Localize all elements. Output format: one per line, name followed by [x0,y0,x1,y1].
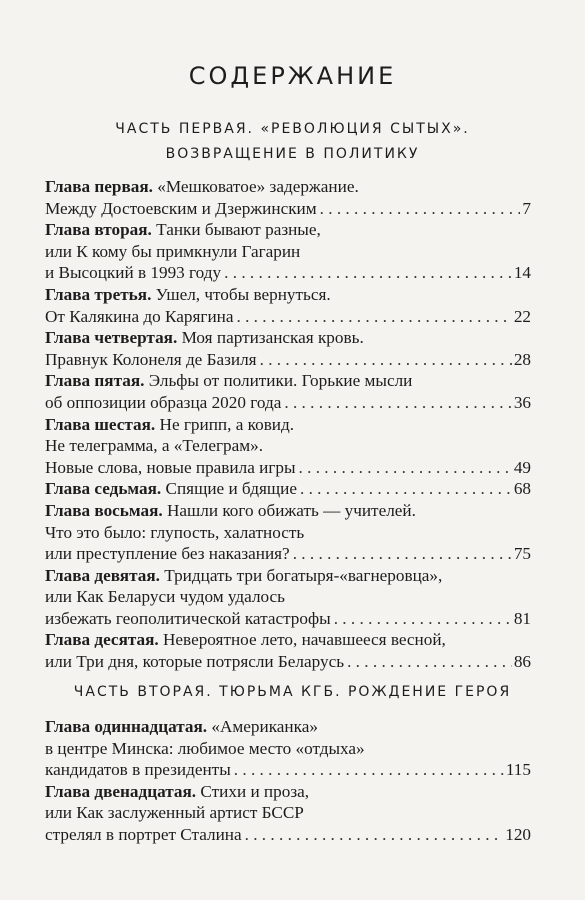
toc-line [45,759,531,781]
chapter-title-line: Моя партизанская кровь. [181,328,364,348]
toc-line-text [45,435,263,457]
chapter-title-line: или Три дня, которые потрясли Беларусь [45,652,345,672]
dot-leader [293,543,512,565]
toc-entry [45,176,531,219]
dot-leader [334,608,512,630]
dot-leader [299,457,512,479]
toc-line [45,586,531,608]
part-two-heading: ЧАСТЬ ВТОРАЯ. ТЮРЬМА КГБ. РОЖДЕНИЕ ГЕРОЯ [73,684,512,700]
chapter-title-line: избежать геополитической катастрофы [45,608,331,628]
chapter-title-line: или Как Беларуси чудом удалось [45,587,286,607]
toc-line-text [45,759,231,781]
dot-leader [245,824,504,846]
dot-leader [260,349,512,371]
page-number[interactable]: 14 [513,263,531,283]
chapter-label: Глава пятая. [45,371,145,391]
chapter-title-line: или Как заслуженный артист БССР [45,803,304,823]
toc-line-text [45,176,359,198]
toc-line-text [45,327,364,349]
chapter-title-line: «Мешковатое» задержание. [157,177,359,196]
page-number[interactable]: 75 [513,544,531,564]
chapter-label: Глава девятая. [45,565,160,585]
toc-line [45,522,531,544]
page-number[interactable]: 7 [522,198,531,218]
chapter-title-line: «Американка» [211,717,318,736]
page-number[interactable]: 49 [513,457,531,477]
toc-entry [45,716,531,781]
chapter-label: Глава четвертая. [45,328,178,348]
toc-line [45,370,531,392]
toc-line [45,457,531,479]
chapter-title-line: кандидатов в президенты [45,760,231,780]
dot-leader [320,198,521,220]
toc-line [45,327,531,349]
toc-line-text [45,457,296,479]
chapter-title-line: или преступление без наказания? [45,544,290,564]
chapter-title-line: Невероятное лето, начавшееся весной, [163,630,446,650]
toc-entry [45,565,531,630]
toc-part-two [45,716,531,846]
toc-line-text [45,392,281,414]
toc-line [45,349,531,371]
toc-entry [45,478,531,500]
page-number[interactable]: 120 [505,824,531,844]
chapter-title-line: или К кому бы примкнули Гагарин [45,241,301,261]
toc-line-text [45,802,304,824]
part-one-heading: ЧАСТЬ ПЕРВАЯ. «РЕВОЛЮЦИЯ СЫТЫХ». [115,121,470,137]
toc-line-text [45,284,331,306]
chapter-title-line: Эльфы от политики. Горькие мысли [148,371,413,391]
dot-leader [234,759,504,781]
chapter-title-line: Стихи и проза, [200,781,310,801]
toc-line-text [45,781,309,803]
toc-line-text [45,565,442,587]
toc-line [45,543,531,565]
toc-entry [45,370,531,413]
toc-entry [45,414,531,479]
page-number[interactable]: 28 [513,349,531,369]
chapter-title-line: Новые слова, новые правила игры [45,457,296,477]
page-number[interactable]: 36 [513,392,531,412]
toc-line [45,629,531,651]
chapter-title-line: Между Достоевским и Дзержинским [45,198,317,218]
toc-line-text [45,198,317,220]
chapter-label: Глава двенадцатая. [45,781,197,801]
toc-line [45,284,531,306]
page-number[interactable]: 115 [505,760,531,780]
toc-entry [45,284,531,327]
toc-line-text [45,716,318,738]
page-title: СОДЕРЖАНИЕ [188,62,397,90]
chapter-title-line: в центре Минска: любимое место «отдыха» [45,738,365,758]
toc-entry [45,500,531,565]
toc-line [45,802,531,824]
toc-line [45,824,531,846]
chapter-title-line: Не грипп, а ковид. [159,414,295,434]
chapter-label: Глава десятая. [45,630,159,650]
toc-line-text [45,543,290,565]
toc-line [45,414,531,436]
toc-line [45,435,531,457]
toc-entry [45,327,531,370]
toc-entry [45,629,531,672]
toc-part-one [45,176,531,673]
toc-line-text [45,349,257,371]
chapter-title-line: Тридцать три богатыря-«вагнеровца», [164,565,443,585]
chapter-title-line: Нашли кого обижать — учителей. [166,500,416,520]
toc-line [45,241,531,263]
toc-line-text [45,414,294,436]
toc-line-text [45,241,300,263]
dot-leader [284,392,511,414]
toc-line-text [45,219,321,241]
toc-entry [45,781,531,846]
chapter-label: Глава вторая. [45,220,152,240]
dot-leader [236,306,511,328]
toc-line [45,176,531,198]
chapter-title-line: От Калякина до Карягина [45,306,234,326]
toc-entry [45,219,531,284]
chapter-label: Глава первая. [45,177,153,196]
toc-line-text [45,262,221,284]
toc-line [45,262,531,284]
page-number[interactable]: 22 [513,306,531,326]
toc-line-text [45,608,331,630]
toc-line [45,478,531,500]
toc-line-text [45,738,365,760]
toc-line [45,500,531,522]
toc-line [45,738,531,760]
toc-line-text [45,478,297,500]
toc-line [45,608,531,630]
chapter-title-line: и Высоцкий в 1993 году [45,263,222,283]
toc-line-text [45,522,304,544]
page-number[interactable]: 81 [513,608,531,628]
toc-line-text [45,824,242,846]
dot-leader [224,262,512,284]
chapter-title-line: Спящие и бдящие [165,479,297,499]
chapter-label: Глава третья. [45,284,152,304]
toc-line-text [45,651,344,673]
chapter-title-line: об оппозиции образца 2020 года [45,392,282,412]
chapter-title-line: Правнук Колонеля де Базиля [45,349,257,369]
chapter-title-line: Ушел, чтобы вернуться. [155,284,331,304]
toc-line-text [45,306,233,328]
chapter-title-line: стрелял в портрет Сталина [45,824,242,844]
toc-line-text [45,586,285,608]
part-one-subheading: ВОЗВРАЩЕНИЕ В ПОЛИТИКУ [165,146,420,162]
chapter-title-line: Танки бывают разные, [156,220,321,240]
chapter-title-line: Не телеграмма, а «Телеграм». [45,436,264,456]
chapter-label: Глава восьмая. [45,500,163,520]
toc-line [45,198,531,220]
toc-line [45,781,531,803]
toc-line-text [45,629,446,651]
toc-line [45,565,531,587]
page-number[interactable]: 68 [513,479,531,499]
toc-line-text [45,370,412,392]
toc-line [45,716,531,738]
dot-leader [300,478,512,500]
toc-line [45,651,531,673]
chapter-title-line: Что это было: глупость, халатность [45,522,305,542]
toc-line [45,219,531,241]
toc-line [45,306,531,328]
toc-line [45,392,531,414]
chapter-label: Глава шестая. [45,414,156,434]
page-number[interactable]: 86 [513,652,531,672]
toc-line-text [45,500,416,522]
chapter-label: Глава седьмая. [45,479,162,499]
dot-leader [347,651,512,673]
chapter-label: Глава одиннадцатая. [45,717,208,736]
